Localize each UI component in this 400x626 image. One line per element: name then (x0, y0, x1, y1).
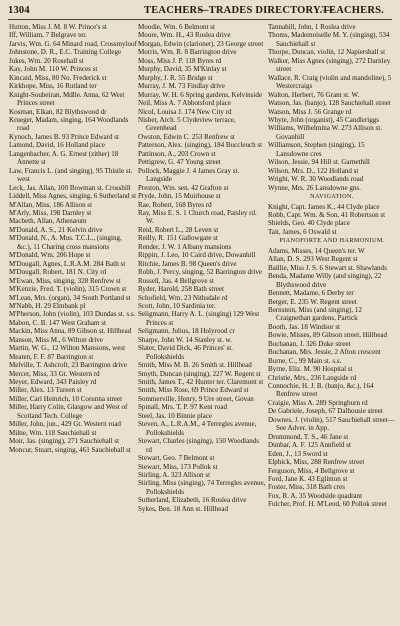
directory-entry: Thoms, Mademoiselle M. Y. (singing), 534 Sauchiehall st (268, 31, 390, 48)
directory-entry: Buchanan, Mrs. Jessie, 2 Afton crescent (268, 348, 381, 357)
page-number: 1304 (8, 5, 30, 16)
directory-entry: Stewart, Geo. 7 Belmont st (138, 454, 215, 463)
directory-entry: Bernstein, Miss (and singing), 12 Craignethan gardens, Partick (268, 305, 362, 323)
directory-entry: Baillie, Miss J. S. 6 Stewart st. Shawlands (268, 263, 387, 272)
directory-entry: Moir, Jas. (singing), 271 Sauchiehall st (9, 437, 120, 446)
directory-entry: Hutton, Miss J. M. 8 W. Prince's st (9, 23, 107, 31)
directory-entry: Moncur, Stuart, singing, 461 Sauchiehall st (9, 445, 131, 454)
directory-entry: Mackin, Miss Anna, 89 Gibson st. Hillhead (9, 327, 132, 336)
directory-entry: Seligmann, Julius, 18 Holyrood cr (138, 327, 235, 336)
directory-entry: Knight-Soubeiran, Mdlle. Anna, 62 West Princes street (9, 90, 125, 108)
directory-entry: Morris, Wm. R. 8 Barrington drive (138, 48, 237, 57)
directory-entry: Pattinson, A., 203 Crown st (138, 149, 216, 158)
directory-entry: Berger, E. 235 W. Regent street (268, 297, 357, 306)
directory-entry: Wright, W. R. 30 Woodlands road (268, 175, 364, 184)
directory-entry: Murray, W. H. 6 Spring gardens, Kelvinside (138, 90, 263, 99)
directory-entry: Steel, Jas. 10 Binnie place (138, 411, 212, 420)
column-1 (9, 23, 137, 621)
directory-entry: Spinall, Mrs. T. P. 97 Kent road (138, 403, 227, 412)
directory-entry: Pettigrew, G. 47 Young street (138, 158, 221, 167)
directory-entry: Wilson, Mrs. D., 122 Holland st (268, 166, 359, 175)
directory-entry: Miller, John, jun., 429 Gt. Western road (9, 420, 121, 429)
directory-entry: Seligmann, Harry A. L. (singing) 129 West Princes st (138, 310, 260, 327)
directory-entry: Wynne, Mrs. 26 Lansdowne gns. (268, 183, 361, 192)
directory-entry: Smith, Miss Rose, 69 Prince Edward st (138, 386, 249, 395)
header-center: —TRADES DIRECTORY.— (198, 5, 334, 16)
directory-entry: Williams, Wilhelmina W. 273 Allison st. Govanhill (268, 124, 383, 141)
directory-entry: Smith, James T., 42 Hunter ter. Claremont st (138, 378, 264, 387)
directory-entry: Schofield, Wm. 23 Nithsdale rd (138, 293, 228, 302)
directory-entry: Thorpe, Duncan, violin, 12 Napiershall st (268, 48, 386, 57)
directory-entry: M'Nabb, H. 29 Elmbank pl (9, 301, 86, 310)
directory-entry: Johnstone, D. R., E.C. Training College (9, 48, 122, 57)
header-rule (8, 19, 392, 20)
directory-entry: Preston, Wm. sen. 42 Grafton st (138, 183, 229, 192)
directory-entry: M'Dougall, Agnes, L.R.A.M. 284 Bath st (9, 259, 126, 268)
directory-entry: Ferguson, Miss, 4 Bellgrove st (268, 466, 355, 475)
directory-entry: Tannahill, John, 1 Roslea drive (268, 23, 356, 31)
directory-entry: Scott, John, 10 Sardinia ter. (138, 301, 216, 310)
directory-entry: M'Donald, A. S., 21 Kelvin drive (9, 225, 103, 234)
directory-entry: Drummond, T. S., 46 Jane st (268, 432, 349, 441)
directory-entry: Christie, Mrs., 236 Langside rd (268, 373, 357, 382)
directory-entry: Burne, C., 99 Main st. s.s. (268, 356, 342, 365)
directory-entry: Downes, J. (violin), 517 Sauchiehall street—See Adver. in App. (268, 415, 395, 433)
directory-entry: Nisbet, Arch. 5 Clydeview terrace, Greenhead (138, 115, 236, 133)
directory-entry: Watson, Jas. (banjo), 128 Sauchiehall street (268, 99, 391, 108)
directory-entry: Miller, Alex. 13 Tureen st (9, 386, 82, 395)
directory-entry: Rae, Robert, 168 Byres rd (138, 200, 212, 209)
directory-entry: Nicol, Louisa J. 174 New City rd (138, 107, 232, 116)
directory-entry: Moodie, Wm. 6 Belmont st (138, 23, 215, 31)
directory-entry: Robb, Capt. Wm. & Son, 41 Robertson st (268, 210, 386, 219)
directory-entry: Shields, Geo. 40 Clyde place (268, 219, 350, 228)
section-heading: NAVIGATION. (310, 193, 354, 201)
directory-entry: Iff, William, 7 Belgrave ter. (9, 31, 87, 40)
directory-entry: Steven, A., L.R.A.M., 4 Terregles avenue, Pollokshields (138, 420, 257, 437)
directory-entry: M'Donald, Wm. 206 Hope st (9, 251, 91, 260)
header-right: TEACHERS. (321, 5, 384, 16)
directory-entry: Render, J. W. 1 Albany mansions (138, 242, 232, 251)
directory-entry: Miller, Carl Heinrich, 10 Corunna street (9, 394, 123, 403)
directory-entry: Melville, T. Ashcroft, 23 Barrington drive (9, 361, 127, 370)
directory-entry: M'Ewan, Miss, singing, 328 Renfrew st (9, 276, 121, 285)
directory-entry: Law, Francis L. (and singing), 95 Thistle st. west (9, 166, 133, 184)
directory-entry: Foster, Miss, 318 Bath cres (268, 483, 345, 492)
directory-entry: Kay, John M. 110 W. Princes st (9, 65, 98, 74)
directory-entry: Leck, Jas. Allan, 100 Bowman st. Crosshill (9, 183, 131, 192)
directory-entry: Tait, James, 6 Oswald st (268, 227, 337, 236)
directory-entry: Watson, Miss J. 56 Grange rd (268, 107, 352, 116)
directory-entry: M'Pherson, John (violin), 103 Dundas st. s.s. (9, 310, 136, 319)
directory-entry: Rippin, J. Leo, 10 Caird drive, Dowanhill (138, 251, 256, 260)
directory-entry: Patterson, Alex. (singing), 184 Buccleuch st (138, 141, 263, 150)
directory-entry: Whyte, John (organist), 45 Candleriggs (268, 115, 380, 124)
directory-entry: Knight, Capt. James K., 44 Clyde place (268, 202, 380, 211)
directory-entry: Kynoch, James B. 93 Prince Edward st (9, 132, 119, 141)
directory-entry: Kincaid, Miss, 80 No. Frederick st (9, 73, 107, 82)
directory-entry: Sharpe, John W. 14 Stanley st. w. (138, 335, 232, 344)
directory-entry: M'Allan, Miss, 186 Allison st (9, 200, 93, 209)
running-header (8, 5, 392, 19)
directory-entry: Russell, Jas. 4 Bellgrove st (138, 276, 214, 285)
directory-entry: Jarvis, Wm. G. 64 Minard road, Crossmyloof (9, 39, 137, 48)
directory-entry: Owston, Edwin C. 253 Renfrew st (138, 132, 235, 141)
directory-entry: M'Kenzie, Fred. T. (violin), 315 Crown st (9, 285, 127, 294)
directory-entry: Moore, Wm. H., 43 Roslea drive (138, 31, 231, 40)
directory-entry: Williamson, Stephen (singing), 15 Lansdowne cres (268, 141, 365, 158)
directory-entry: Kirkhope, Miss, 16 Rutland ter (9, 82, 97, 91)
directory-entry: Ryder, Harold, 258 Bath street (138, 285, 224, 294)
directory-entry: Mercer, Miss, 33 Gt. Western rd (9, 369, 100, 378)
directory-entry: Byrne, Eliz. M. 90 Hospital st (268, 365, 353, 374)
directory-entry: Walker, Miss Agnes (singing), 272 Darnley street (268, 56, 391, 74)
directory-entry: Slater, David Dick, 46 Princes' st. Pollokshields (138, 344, 233, 361)
directory-entry: Reid, Robert L., 28 Leven st (138, 225, 219, 234)
directory-entry: Eden, J., 13 Sword st (268, 449, 328, 458)
directory-entry: Mabon, C. B. 147 West Graham st (9, 318, 106, 327)
directory-entry: Neil, Miss A. 7 Abbotsford place (138, 99, 231, 108)
directory-entry: Smyth, Duncan (singing), 227 W. Regent st (138, 369, 261, 378)
directory-entry: Allan, D. S. 293 West Regent st (268, 255, 358, 264)
directory-entry: Stirling, A. 323 Allison st (138, 471, 211, 480)
column-3 (268, 23, 396, 621)
directory-entry: Buchanan, J. 326 Duke street (268, 339, 351, 348)
directory-entry: Benda, Madame Willy (and singing), 22 Blythswood drive (268, 272, 382, 289)
directory-entry: Connochie, H. J. B. (banjo, &c.), 164 Renfrew street (268, 382, 374, 399)
directory-entry: Meyer, Edward, 343 Paisley rd (9, 378, 97, 387)
directory-entry: Jukes, Wm. 20 Rosehall st (9, 56, 84, 65)
directory-entry: M'Donald, N., A. Mus. T.C.L., (singing, &c.), 11 Charing cross mansions (9, 234, 122, 251)
directory-entry: Kosman, Elkan, 82 Blythswood dr (9, 107, 107, 116)
directory-entry: M'Dougall, Robert, 181 N. City rd (9, 268, 107, 277)
directory-entry: Bowie, Misses, 89 Gibson street, Hillhead (268, 331, 388, 340)
header-left: TEACHERS (144, 5, 204, 16)
directory-entry: Robb, J. Percy, singing, 52 Barrington drive (138, 268, 263, 277)
directory-entry: Krueger, Madam, singing, 164 Woodlands road (9, 115, 129, 133)
directory-entry: Sutherland, Elizabeth, 16 Roslea drive (138, 496, 247, 505)
directory-entry: Pryde, John, 15 Muirhouse st (138, 192, 221, 201)
directory-entry: Murphy, J. R. 55 Bridge st (138, 73, 213, 82)
directory-entry: M'Arly, Miss, 198 Darnley st (9, 208, 92, 217)
section-heading: PIANOFORTE AND HARMONIUM. (279, 237, 385, 245)
directory-entry: Manson, Miss M., 6 Wilton drive (9, 335, 103, 344)
directory-entry: Miller, Harry Colin, Glasgow and West of Scotland Tech. College (9, 403, 128, 420)
directory-entry: Stewart, Miss, 173 Pollok st (138, 462, 218, 471)
directory-entry: Smith, Miss M. B. 26 Smith st. Hillhead (138, 361, 252, 370)
directory-entry: Martin, W. G., 12 Wilton Mansions, west (9, 344, 126, 353)
directory-entry: Walton, Herbert, 76 Grant st. W. (268, 90, 360, 99)
directory-entry: Milne, Wm. 118 Sauchiehall st (9, 428, 97, 437)
column-2 (138, 23, 266, 621)
directory-entry: Wilson, Jessie, 94 Hill st. Garnethill (268, 158, 370, 167)
directory-entry: Macbeth, Allan, Athenæum (9, 217, 87, 226)
directory-entry: Moss, Miss J. P. 118 Byres rd (138, 56, 222, 65)
directory-entry: Pollock, Maggie J. 4 James Gray st. Langside (138, 166, 240, 184)
directory-entry: Meaten, F. F. 87 Barrington st (9, 352, 94, 361)
directory-entry: Reilly, R. 151 Gallowgate st (138, 234, 218, 243)
directory-entry: Booth, Jas. 18 Windsor st (268, 322, 341, 331)
directory-entry: Elphick, Miss, 288 Renfrew street (268, 458, 365, 467)
directory-entry: Liddell, Miss Agnes, singing, 6 Sutherland st (9, 192, 137, 201)
directory-entry: Fulcher, Prof. H. M'Leod, 60 Pollok street (268, 500, 387, 509)
directory-entry: De Gabriele, Joseph, 67 Dalhousie street (268, 407, 383, 416)
directory-entry: Murray, J. M. 73 Findlay drive (138, 82, 225, 91)
directory-entry: Ritchie, James B. 98 Queen's drive (138, 259, 237, 268)
directory-entry: Ray, Miss E. S. 1 Church road, Paisley rd. W. (138, 208, 257, 226)
directory-entry: Murphy, David, 35 M'Kinlay st (138, 65, 227, 74)
directory-entry: Dunbar, A. F. 125 Annfield st (268, 441, 351, 450)
directory-entry: Morgan, Edwin (clarionet), 23 George street (138, 39, 264, 48)
directory-entry: Adams, Misses, 14 Queen's ter. W (268, 246, 365, 255)
directory-entry: Lamond, David, 16 Holland place (9, 141, 105, 150)
directory-entry: Sykes, Ben. 18 Ann st. Hillhead (138, 504, 229, 513)
directory-entry: Langenbacher, A. G. Ernest (zither) 18 Annette st (9, 149, 119, 167)
directory-entry: Stewart, Charles (singing), 150 Woodlands rd (138, 437, 260, 454)
directory-entry: M'Lean, Mrs. (organ), 34 South Portland st (9, 293, 131, 302)
directory-entry: Stirling, Miss (singing), 74 Terregles avenue, Pollokshields (138, 479, 266, 496)
directory-entry: Fox, R. A. 35 Woodside quadrant (268, 491, 363, 500)
directory-entry: Craigie, Miss A. 289 Springburn rd (268, 398, 368, 407)
directory-entry: Bennett, Madame, 6 Derby ter (268, 289, 354, 298)
directory-entry: Sommerville, Henry, 9 Ure street, Govan (138, 394, 254, 403)
directory-entry: Ford, Jane K. 43 Eglinton st (268, 475, 348, 484)
directory-entry: Wallace, R. Craig (violin and mandoline), 5 Westercraigs (268, 73, 392, 91)
